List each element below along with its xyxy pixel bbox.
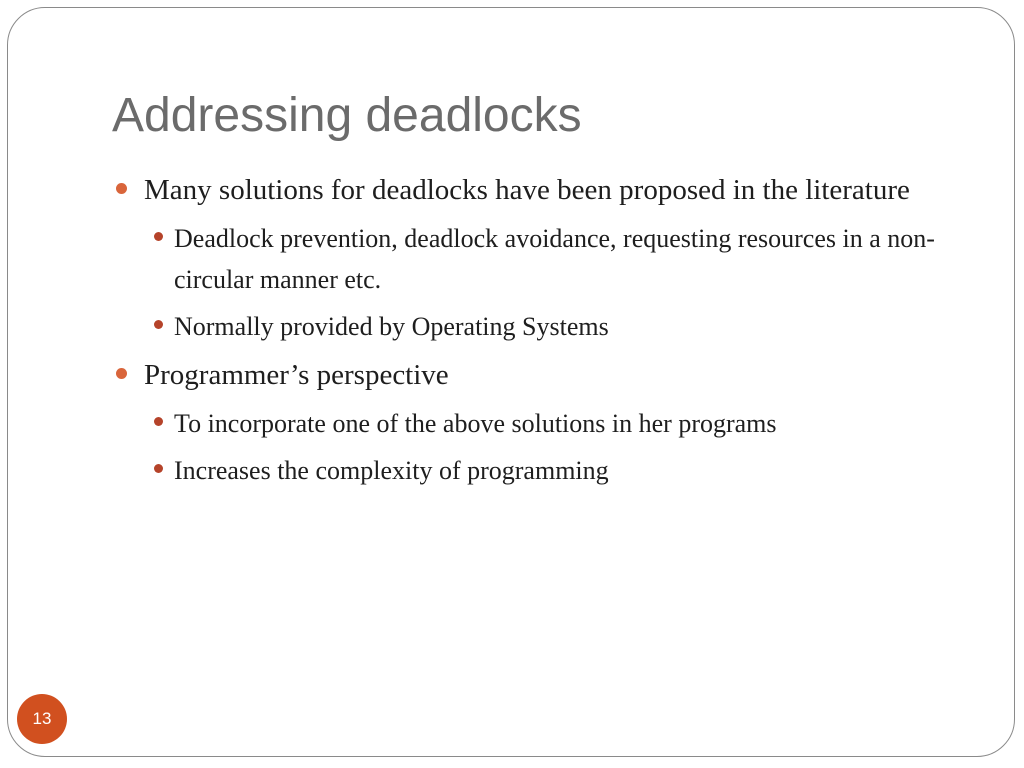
- slide-content: [112, 168, 972, 497]
- page-number-badge: 13: [17, 694, 67, 744]
- bullet-dot-icon: [116, 183, 127, 194]
- sub-bullet-item: [112, 218, 972, 300]
- bullet-item: [112, 168, 972, 212]
- bullet-dot-icon: [154, 464, 163, 473]
- bullet-dot-icon: [116, 368, 127, 379]
- bullet-text: Programmer’s perspective: [144, 359, 449, 391]
- sub-bullet-text: Normally provided by Operating Systems: [174, 312, 609, 341]
- slide-title: Addressing deadlocks: [112, 89, 582, 142]
- bullet-text: Many solutions for deadlocks have been proposed in the literature: [144, 174, 910, 206]
- sub-bullet-item: [112, 306, 972, 347]
- bullet-dot-icon: [154, 232, 163, 241]
- sub-bullet-item: [112, 403, 972, 444]
- bullet-item: [112, 353, 972, 397]
- bullet-dot-icon: [154, 417, 163, 426]
- sub-bullet-text: To incorporate one of the above solutions in her programs: [174, 409, 777, 438]
- sub-bullet-text: Deadlock prevention, deadlock avoidance, requesting resources in a non-circular manner etc.: [174, 224, 935, 294]
- sub-bullet-text: Increases the complexity of programming: [174, 456, 609, 485]
- bullet-dot-icon: [154, 320, 163, 329]
- sub-bullet-item: [112, 450, 972, 491]
